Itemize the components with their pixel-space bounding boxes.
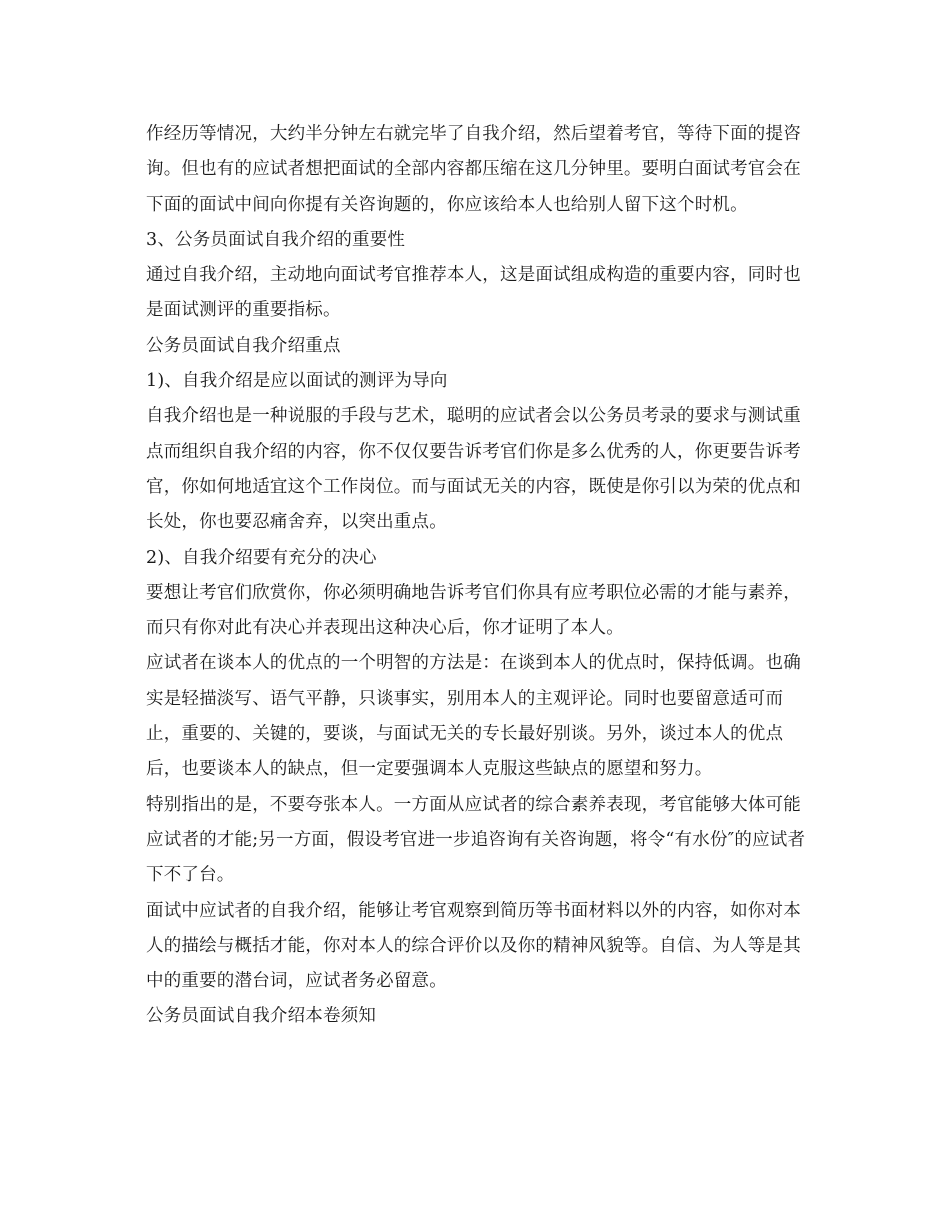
paragraph-importance: 通过自我介绍，主动地向面试考官推荐本人，这是面试组成构造的重要内容，同时也是面试测评的重要指标。: [146, 265, 801, 321]
section-heading-notes: 公务员面试自我介绍本卷须知: [146, 1006, 377, 1027]
section-heading-key-points: 公务员面试自我介绍重点: [146, 335, 341, 356]
paragraph-evaluation-oriented: 自我介绍也是一种说服的手段与艺术，聪明的应试者会以公务员考录的要求与测试重点而组织自我介绍的内容，你不仅仅要告诉考官们你是多么优秀的人，你更要告诉考官，你如何地适宜这个工作岗位。而与面试无关的内容，既使是你引以为荣的优点和长处，你也要忍痛舍弃，以突出重点。: [146, 406, 801, 533]
paragraph-self-description: 面试中应试者的自我介绍，能够让考官观察到简历等书面材料以外的内容，如你对本人的描绘与概括才能，你对本人的综合评价以及你的精神风貌等。自信、为人等是其中的重要的潜台词，应试者务必留意。: [146, 900, 801, 992]
subheading-confidence: 2)、自我介绍要有充分的决心: [146, 547, 377, 568]
section-heading-importance: 3、公务员面试自我介绍的重要性: [146, 229, 406, 250]
subheading-evaluation-oriented: 1)、自我介绍是应以面试的测评为导向: [146, 371, 448, 392]
paragraph-confidence: 要想让考官们欣赏你，你必须明确地告诉考官们你具有应考职位必需的才能与素养，而只有你对此有决心并表现出这种决心后，你才证明了本人。: [146, 582, 801, 639]
document-body: [146, 117, 806, 1035]
paragraph-no-exaggeration: 特别指出的是，不要夸张本人。一方面从应试者的综合素养表现，考官能够大体可能应试者的才能;另一方面，假设考官进一步追咨询有关咨询题，将令“有水份″的应试者下不了台。: [146, 794, 806, 886]
paragraph-strengths-low-key: 应试者在谈本人的优点的一个明智的方法是：在谈到本人的优点时，保持低调。也确实是轻描淡写、语气平静，只谈事实，别用本人的主观评论。同时也要留意适可而止，重要的、关键的，要谈，与面试无关的专长最好别谈。另外，谈过本人的优点后，也要谈本人的缺点，但一定要强调本人克服这些缺点的愿望和努力。: [146, 653, 801, 780]
paragraph-interview-timing: 作经历等情况，大约半分钟左右就完毕了自我介绍，然后望着考官，等待下面的提咨询。但也有的应试者想把面试的全部内容都压缩在这几分钟里。要明白面试考官会在下面的面试中间向你提有关咨询题的，你应该给本人也给别人留下这个时机。: [146, 124, 801, 215]
